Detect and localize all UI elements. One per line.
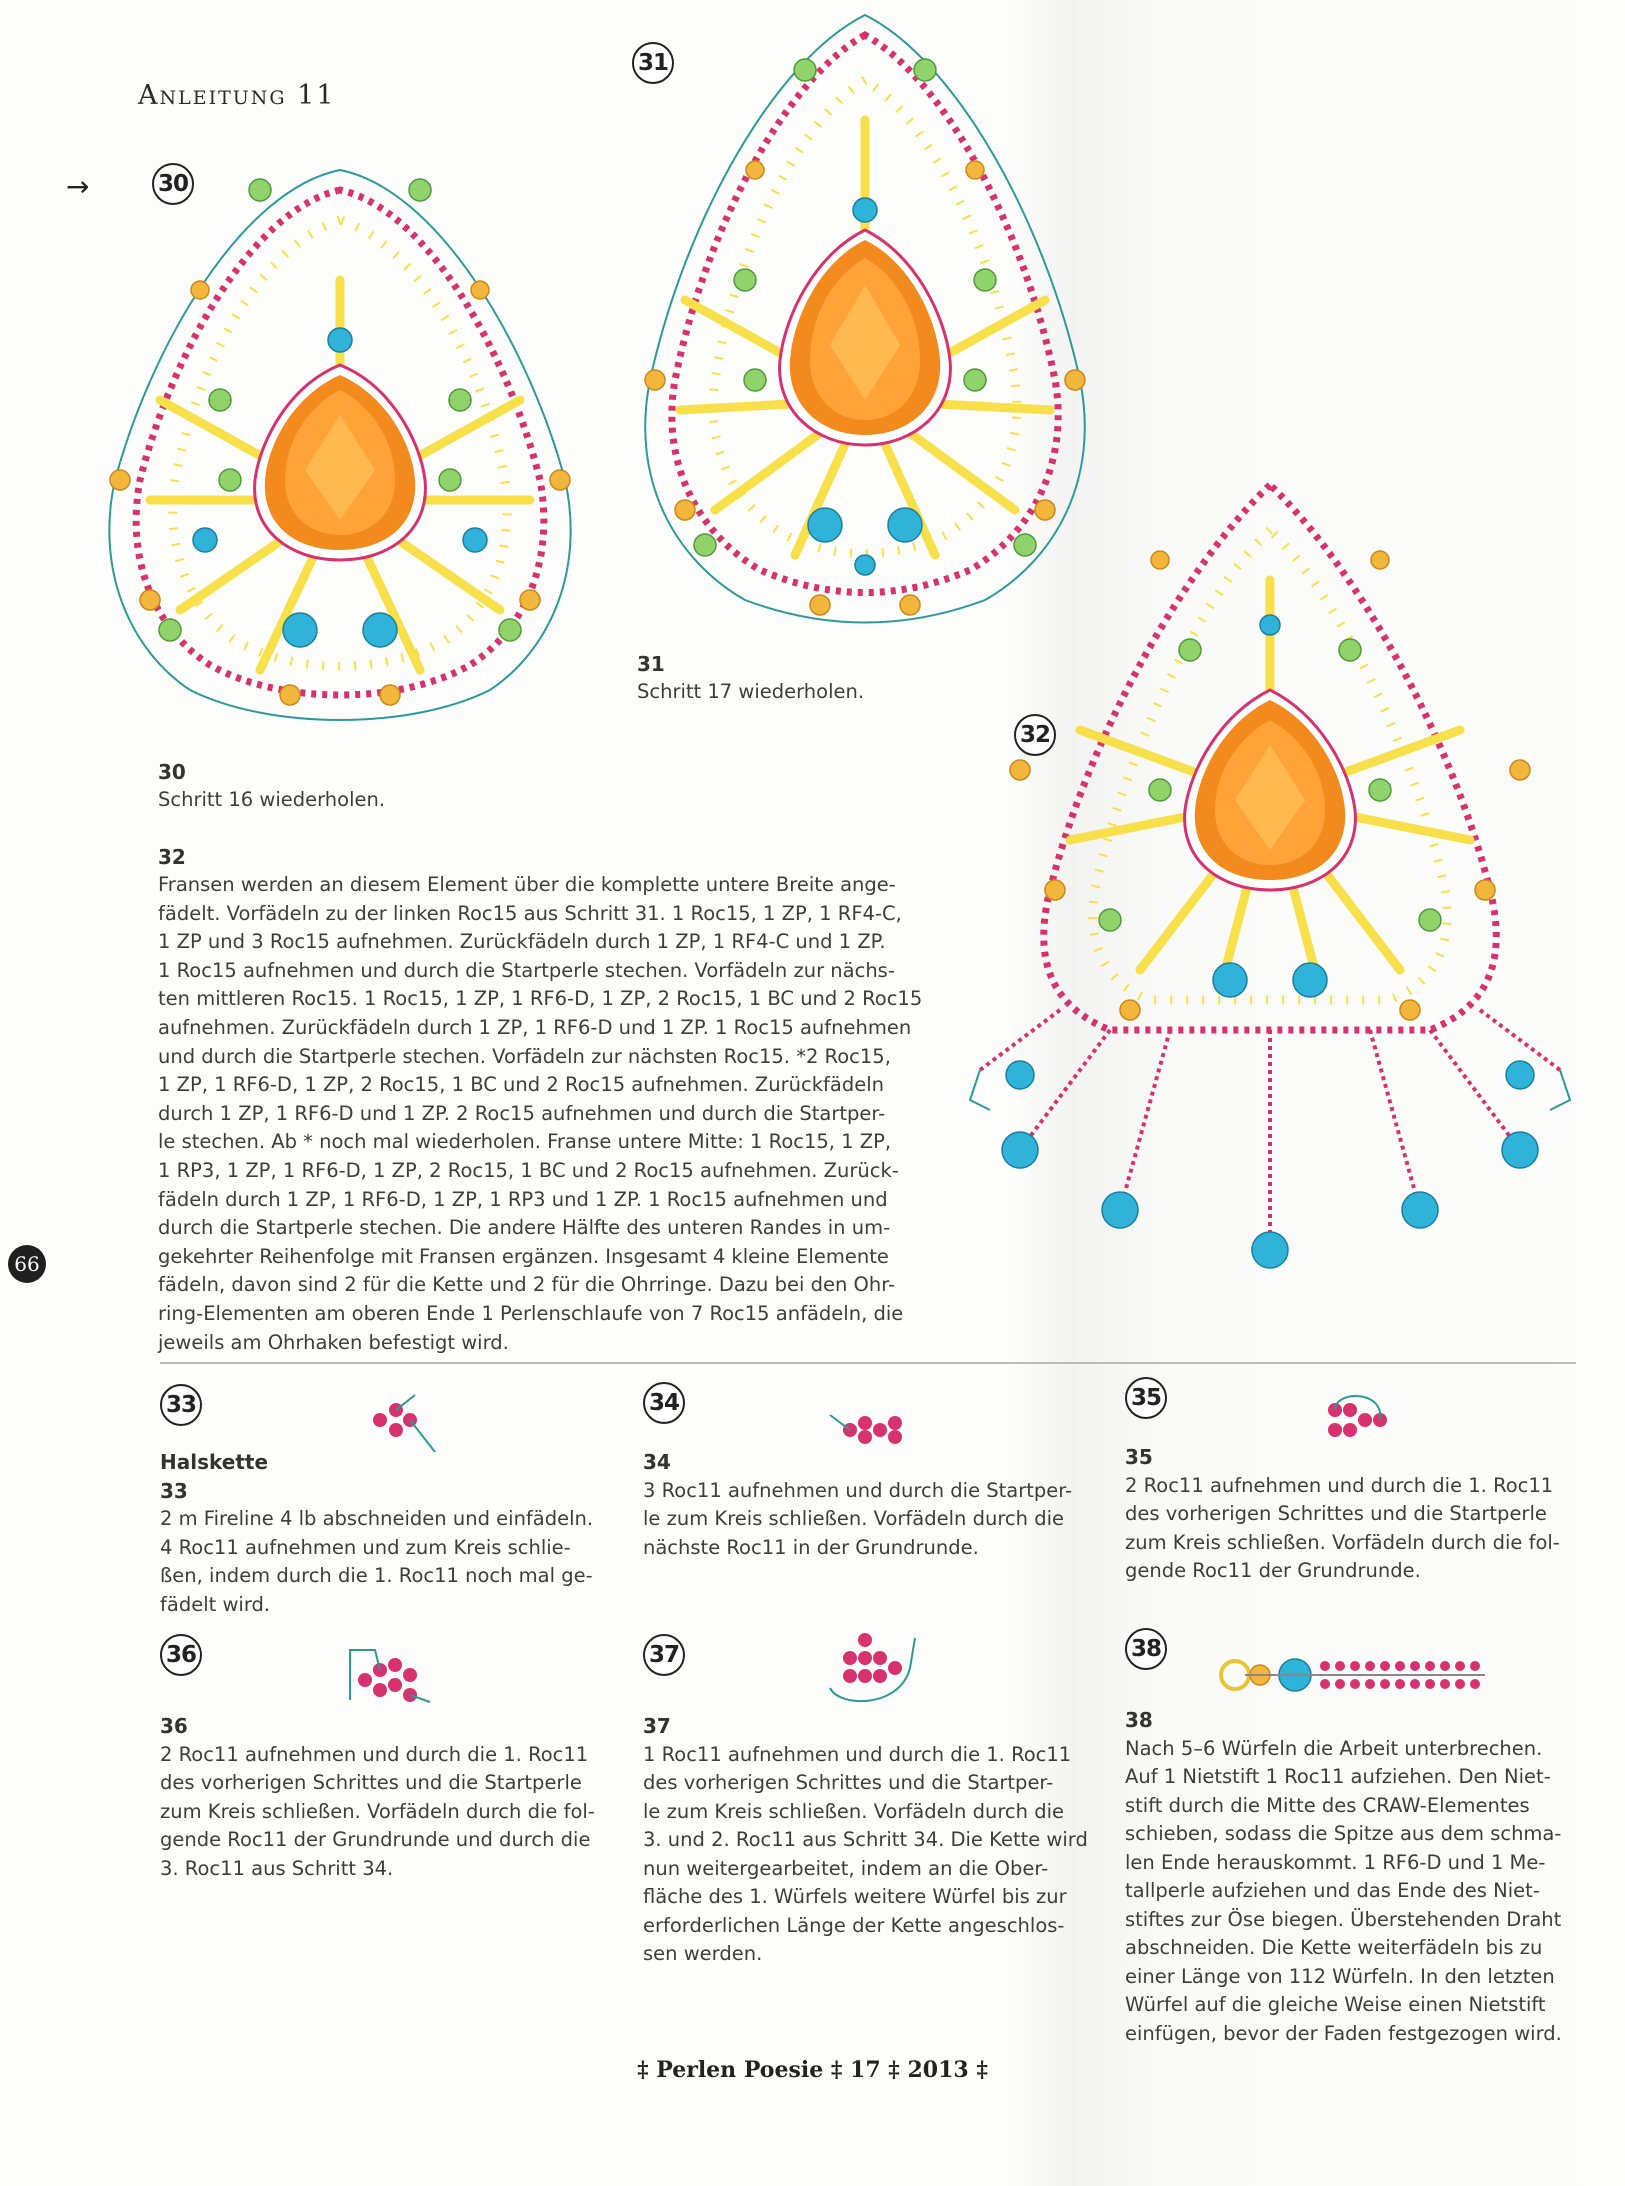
header-title: Anleitung 11 — [138, 80, 336, 111]
step-35-block — [1125, 1443, 1560, 1586]
text-line: Fransen werden an diesem Element über die komplette untere Breite ange- — [158, 873, 896, 896]
illustration-step-32 — [960, 470, 1620, 1290]
step-36-block — [160, 1712, 595, 1883]
text-line: durch die Startperle stechen. Die andere Hälfte des unteren Randes in um- — [158, 1216, 891, 1240]
step-36-number: 36 — [160, 1714, 188, 1738]
text-line: 1 Roc11 aufnehmen und durch die 1. Roc11 — [643, 1742, 1072, 1766]
necklace-heading: Halskette — [160, 1450, 269, 1474]
step-34-number: 34 — [643, 1450, 671, 1474]
step-33-block — [160, 1448, 593, 1619]
step-38-text — [1125, 1735, 1562, 2049]
text-line: erforderlichen Länge der Kette angeschlos- — [643, 1913, 1065, 1937]
step-31-badge: 31 — [632, 42, 674, 84]
text-line: le zum Kreis schließen. Vorfädeln durch die — [643, 1507, 1064, 1530]
text-line: 3 Roc11 aufnehmen und durch die Startper- — [643, 1478, 1073, 1502]
step-33-text — [160, 1505, 593, 1619]
step-35-number: 35 — [1125, 1445, 1153, 1469]
text-line: stiftes zur Öse biegen. Überstehenden Draht — [1125, 1907, 1562, 1931]
text-line: einer Länge von 112 Würfeln. In den letzten — [1125, 1964, 1555, 1988]
text-line: des vorherigen Schrittes und die Startperle — [160, 1771, 582, 1794]
step-37-number: 37 — [643, 1714, 671, 1738]
step-35-badge: 35 — [1125, 1377, 1167, 1419]
text-line: fädelt wird. — [160, 1592, 271, 1616]
arrow-icon: → — [66, 170, 90, 203]
text-line: 3. Roc11 aus Schritt 34. — [160, 1856, 394, 1880]
step-30-badge: 30 — [152, 163, 194, 205]
step-30-text: Schritt 16 wiederholen. — [158, 788, 386, 811]
text-line: ten mittleren Roc15. 1 Roc15, 1 ZP, 1 RF6-D, 1 ZP, 2 Roc15, 1 BC und 2 Roc15 — [158, 987, 923, 1011]
step-33-badge: 33 — [160, 1384, 202, 1426]
step-32-badge: 32 — [1014, 714, 1056, 756]
step-36-badge: 36 — [160, 1634, 202, 1676]
text-line: stift durch die Mitte des CRAW-Elementes — [1125, 1793, 1530, 1817]
text-line: fädeln durch 1 ZP, 1 RF6-D, 1 ZP, 1 RP3 und 1 ZP. 1 Roc15 aufnehmen und — [158, 1187, 888, 1211]
text-line: 2 Roc11 aufnehmen und durch die 1. Roc11 — [1125, 1473, 1554, 1497]
section-divider — [160, 1362, 1576, 1364]
step-31-text: Schritt 17 wiederholen. — [637, 680, 865, 703]
step-31-number: 31 — [637, 652, 665, 676]
text-line: fläche des 1. Würfels weitere Würfel bis zur — [643, 1885, 1067, 1908]
text-line: Nach 5–6 Würfeln die Arbeit unterbrechen. — [1125, 1736, 1543, 1760]
text-line: des vorherigen Schrittes und die Startper- — [643, 1771, 1054, 1794]
step-34-badge: 34 — [643, 1382, 685, 1424]
page-number: 66 — [8, 1245, 46, 1283]
step-32-text — [158, 871, 922, 1357]
text-line: abschneiden. Die Kette weiterfädeln bis zu — [1125, 1936, 1543, 1959]
text-line: ring-Elementen am oberen Ende 1 Perlenschlaufe von 7 Roc15 anfädeln, die — [158, 1301, 904, 1325]
text-line: gende Roc11 der Grundrunde und durch die — [160, 1828, 591, 1851]
text-line: Würfel auf die gleiche Weise einen Nietstift — [1125, 1993, 1546, 2016]
text-line: zum Kreis schließen. Vorfädeln durch die fol- — [1125, 1530, 1560, 1554]
step-36-text — [160, 1741, 595, 1884]
text-line: nun weitergearbeitet, indem an die Ober- — [643, 1856, 1049, 1880]
text-line: und durch die Startperle stechen. Vorfädeln zur nächsten Roc15. *2 Roc15, — [158, 1044, 891, 1068]
page-header — [138, 80, 336, 111]
step-38-block — [1125, 1706, 1562, 2048]
step-32-number: 32 — [158, 845, 186, 869]
text-line: le stechen. Ab * noch mal wiederholen. Franse untere Mitte: 1 Roc15, 1 ZP, — [158, 1130, 892, 1154]
text-line: 3. und 2. Roc11 aus Schritt 34. Die Kette wird — [643, 1828, 1088, 1851]
text-line: 1 ZP und 3 Roc15 aufnehmen. Zurückfädeln durch 1 ZP, 1 RF4-C und 1 ZP. — [158, 930, 886, 954]
diagram-step-36 — [340, 1640, 440, 1710]
text-line: gekehrter Reihenfolge mit Fransen ergänzen. Insgesamt 4 kleine Elemente — [158, 1244, 889, 1268]
text-line: len Ende herauskommt. 1 RF6-D und 1 Me- — [1125, 1850, 1546, 1874]
text-line: einfügen, bevor der Faden festgezogen wird. — [1125, 2021, 1562, 2045]
text-line: 2 Roc11 aufnehmen und durch die 1. Roc11 — [160, 1742, 589, 1766]
text-line: ßen, indem durch die 1. Roc11 noch mal ge- — [160, 1564, 593, 1587]
step-37-badge: 37 — [643, 1634, 685, 1676]
text-line: Auf 1 Nietstift 1 Roc11 aufziehen. Den Niet- — [1125, 1765, 1551, 1788]
step-37-text — [643, 1741, 1088, 1969]
step-38-number: 38 — [1125, 1708, 1153, 1732]
text-line: gende Roc11 der Grundrunde. — [1125, 1559, 1421, 1582]
text-line: 4 Roc11 aufnehmen und zum Kreis schlie- — [160, 1535, 571, 1559]
text-line: 1 Roc15 aufnehmen und durch die Startperle stechen. Vorfädeln zur nächs- — [158, 958, 895, 982]
text-line: durch 1 ZP, 1 RF6-D und 1 ZP. 2 Roc15 aufnehmen und durch die Startper- — [158, 1101, 886, 1125]
text-line: fädelt. Vorfädeln zu der linken Roc15 aus Schritt 31. 1 Roc15, 1 ZP, 1 RF4-C, — [158, 901, 902, 925]
text-line: schieben, sodass die Spitze aus dem schma- — [1125, 1822, 1562, 1845]
text-line: tallperle aufziehen und das Ende des Niet- — [1125, 1879, 1540, 1902]
step-34-text — [643, 1477, 1072, 1563]
text-line: des vorherigen Schrittes und die Startperle — [1125, 1502, 1547, 1525]
text-line: fädeln, davon sind 2 für die Kette und 2 für die Ohrringe. Dazu bei den Ohr- — [158, 1273, 896, 1297]
text-line: zum Kreis schließen. Vorfädeln durch die fol- — [160, 1799, 595, 1823]
diagram-step-38 — [1215, 1650, 1495, 1700]
text-line: le zum Kreis schließen. Vorfädeln durch die — [643, 1799, 1064, 1823]
diagram-step-37 — [820, 1628, 930, 1718]
step-35-text — [1125, 1472, 1560, 1586]
text-line: nächste Roc11 in der Grundrunde. — [643, 1535, 979, 1559]
page-footer: ‡ Perlen Poesie ‡ 17 ‡ 2013 ‡ — [637, 2057, 988, 2083]
step-38-badge: 38 — [1125, 1628, 1167, 1670]
illustration-step-30 — [90, 150, 590, 750]
text-line: jeweils am Ohrhaken befestigt wird. — [158, 1330, 509, 1354]
step-37-block — [643, 1712, 1088, 1969]
text-line: 2 m Fireline 4 lb abschneiden und einfädeln. — [160, 1507, 594, 1530]
text-line: 1 RP3, 1 ZP, 1 RF6-D, 1 ZP, 2 Roc15, 1 BC und 2 Roc15 aufnehmen. Zurück- — [158, 1158, 899, 1182]
text-line: aufnehmen. Zurückfädeln durch 1 ZP, 1 RF6-D und 1 ZP. 1 Roc15 aufnehmen — [158, 1015, 912, 1039]
text-line: sen werden. — [643, 1942, 763, 1965]
step-34-block — [643, 1448, 1072, 1562]
step-33-number: 33 — [160, 1478, 188, 1503]
text-line: 1 ZP, 1 RF6-D, 1 ZP, 2 Roc15, 1 BC und 2 Roc15 aufnehmen. Zurückfädeln — [158, 1073, 885, 1097]
step-30-number: 30 — [158, 760, 186, 784]
